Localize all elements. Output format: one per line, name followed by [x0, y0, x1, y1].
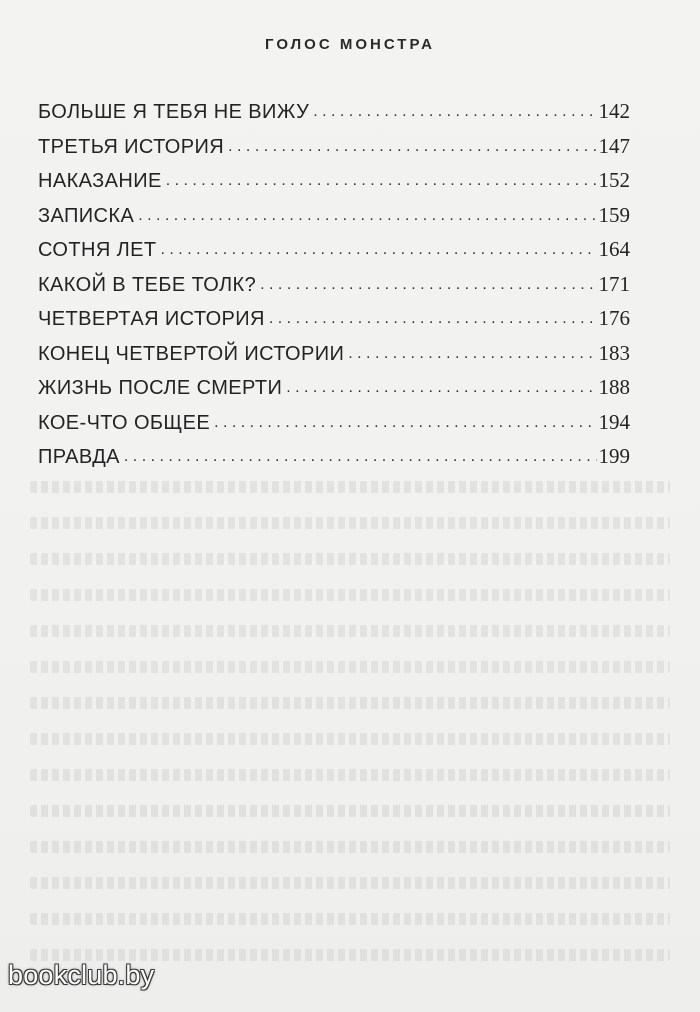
toc-entry-title: СОТНЯ ЛЕТ — [38, 239, 157, 261]
toc-entry-page: 147 — [598, 133, 630, 158]
dot-leader — [124, 440, 597, 475]
toc-entry — [38, 439, 630, 474]
toc-entry-title: КОНЕЦ ЧЕТВЕРТОЙ ИСТОРИИ — [38, 342, 345, 365]
dot-leader — [269, 302, 597, 337]
toc-entry — [38, 336, 630, 371]
toc-entry — [38, 94, 630, 129]
toc-entry-title: ПРАВДА — [38, 446, 120, 468]
toc-entry — [38, 129, 630, 164]
dot-leader — [313, 95, 596, 130]
toc-entry-page: 164 — [598, 237, 630, 261]
toc-entry-page: 152 — [598, 168, 630, 192]
toc-entry-title: КАКОЙ В ТЕБЕ ТОЛК? — [38, 273, 257, 296]
dot-leader — [166, 164, 597, 199]
toc-entry — [38, 301, 630, 336]
toc-entry-title: КОЕ-ЧТО ОБЩЕЕ — [38, 411, 211, 434]
toc-entry-page: 188 — [598, 375, 630, 399]
toc-entry-page: 194 — [598, 409, 630, 434]
dot-leader — [348, 337, 596, 372]
toc-entry-page: 176 — [598, 306, 630, 330]
dot-leader — [260, 268, 596, 303]
toc-entry-title: ТРЕТЬЯ ИСТОРИЯ — [38, 135, 225, 158]
toc-entry-title: БОЛЬШЕ Я ТЕБЯ НЕ ВИЖУ — [38, 101, 310, 123]
toc-entry — [38, 370, 630, 405]
toc-entry-title: НАКАЗАНИЕ — [38, 170, 162, 192]
running-head: ГОЛОС МОНСТРА — [265, 36, 435, 53]
toc-entry — [38, 163, 630, 198]
toc-entry-page: 171 — [598, 271, 630, 296]
toc-entry-page: 183 — [598, 340, 630, 365]
toc-entry-title: ЗАПИСКА — [38, 204, 135, 227]
dot-leader — [138, 199, 596, 234]
toc-entry-page: 199 — [598, 444, 630, 468]
dot-leader — [161, 233, 597, 268]
dot-leader — [286, 371, 596, 406]
toc-entry-page: 142 — [598, 99, 630, 123]
toc-entry — [38, 232, 630, 267]
toc-entry — [38, 405, 630, 440]
dot-leader — [214, 406, 596, 441]
table-of-contents — [38, 94, 630, 474]
watermark-logo: bookclub.by — [8, 960, 155, 990]
toc-entry — [38, 267, 630, 302]
toc-entry-title: ЧЕТВЕРТАЯ ИСТОРИЯ — [38, 308, 265, 330]
show-through-texture — [30, 470, 670, 990]
toc-entry — [38, 198, 630, 233]
toc-entry-title: ЖИЗНЬ ПОСЛЕ СМЕРТИ — [38, 377, 283, 399]
toc-entry-page: 159 — [598, 202, 630, 227]
dot-leader — [228, 130, 596, 165]
